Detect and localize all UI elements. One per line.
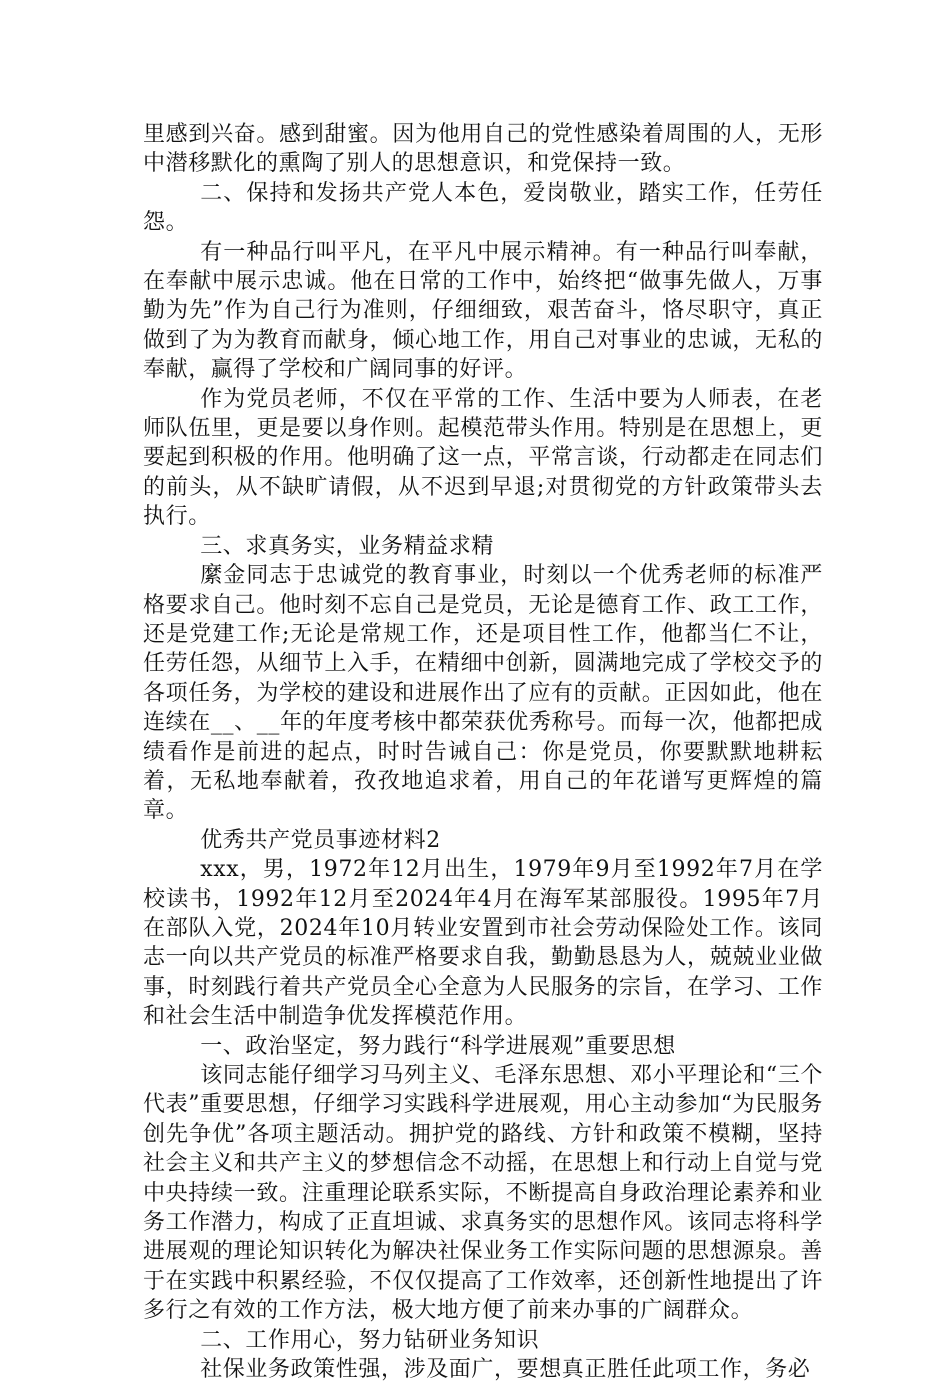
document-body [143,120,823,1384]
section-heading-2: 二、保持和发扬共产党人本色，爱岗敬业，踏实工作，任劳任怨。 [143,180,823,236]
section-heading-3: 三、求真务实，业务精益求精 [200,533,494,559]
paragraph-6: 縻金同志于忠诚党的教育事业，时刻以一个优秀老师的标准严格要求自己。他时刻不忘自己是党员，无论是德育工作、政工工作，还是党建工作;无论是常规工作，还是项目性工作，他都当仁不让，任劳任怨，从细节上入手，在精细中创新，圆满地完成了学校交予的各项任务，为学校的建设和进展作出了应有的贡献。正因如此，他在连续在__、__年的年度考核中都荣获优秀称号。而每一次，他都把成绩看作是前进的起点，时时告诫自己：你是党员，你要默默地耕耘着，无私地奉献着，孜孜地追求着，用自己的年花谱写更辉煌的篇章。 [143,563,823,824]
paragraph-10: 该同志能仔细学习马列主义、毛泽东思想、邓小平理论和“三个代表”重要思想，仔细学习实践科学进展观，用心主动参加“为民服务创先争优”各项主题活动。拥护党的路线、方针和政策不模糊，坚持社会主义和共产主义的梦想信念不动摇，在思想上和行动上自觉与党中央持续一致。注重理论联系实际，不断提高自身政治理论素养和业务工作潜力，构成了正直坦诚、求真务实的思想作风。该同志将科学进展观的理论知识转化为解决社保业务工作实际问题的思想源泉。善于在实践中积累经验，不仅仅提高了工作效率，还创新性地提出了许多行之有效的工作方法，极大地方便了前来办事的广阔群众。 [143,1063,823,1324]
section-heading-2b: 二、工作用心，努力钻研业务知识 [200,1327,540,1353]
paragraph-1: 里感到兴奋。感到甜蜜。因为他用自己的党性感染着周围的人，无形中潜移默化的熏陶了别人的思想意识，和党保持一致。 [143,122,823,177]
document-subtitle: 优秀共产党员事迹材料2 [200,827,441,853]
paragraph-4: 作为党员老师，不仅在平常的工作、生活中要为人师表，在老师队伍里，更是要以身作则。起模范带头作用。特别是在思想上，更要起到积极的作用。他明确了这一点，平常言谈，行动都走在同志们的前头，从不缺旷请假，从不迟到早退;对贯彻党的方针政策带头去执行。 [143,386,823,530]
section-heading-1: 一、政治坚定，努力践行“科学进展观”重要思想 [200,1033,676,1059]
paragraph-12: 社保业务政策性强，涉及面广，要想真正胜任此项工作，务必 [200,1357,811,1383]
paragraph-8: xxx，男，1972年12月出生，1979年9月至1992年7月在学校读书，1992年12月至2024年4月在海军某部服役。1995年7月在部队入党，2024年10月转业安置到市社会劳动保险处工作。该同志一向以共产党员的标准严格要求自我，勤勤恳恳为人，兢兢业业做事，时刻践行着共产党员全心全意为人民服务的宗旨，在学习、工作和社会生活中制造争优发挥模范作用。 [143,857,823,1030]
paragraph-3: 有一种品行叫平凡，在平凡中展示精神。有一种品行叫奉献，在奉献中展示忠诚。他在日常的工作中，始终把“做事先做人，万事勤为先”作为自己行为准则，仔细细致，艰苦奋斗，恪尽职守，真正做到了为为教育而献身，倾心地工作，用自己对事业的忠诚，无私的奉献，赢得了学校和广阔同事的好评。 [143,239,823,383]
